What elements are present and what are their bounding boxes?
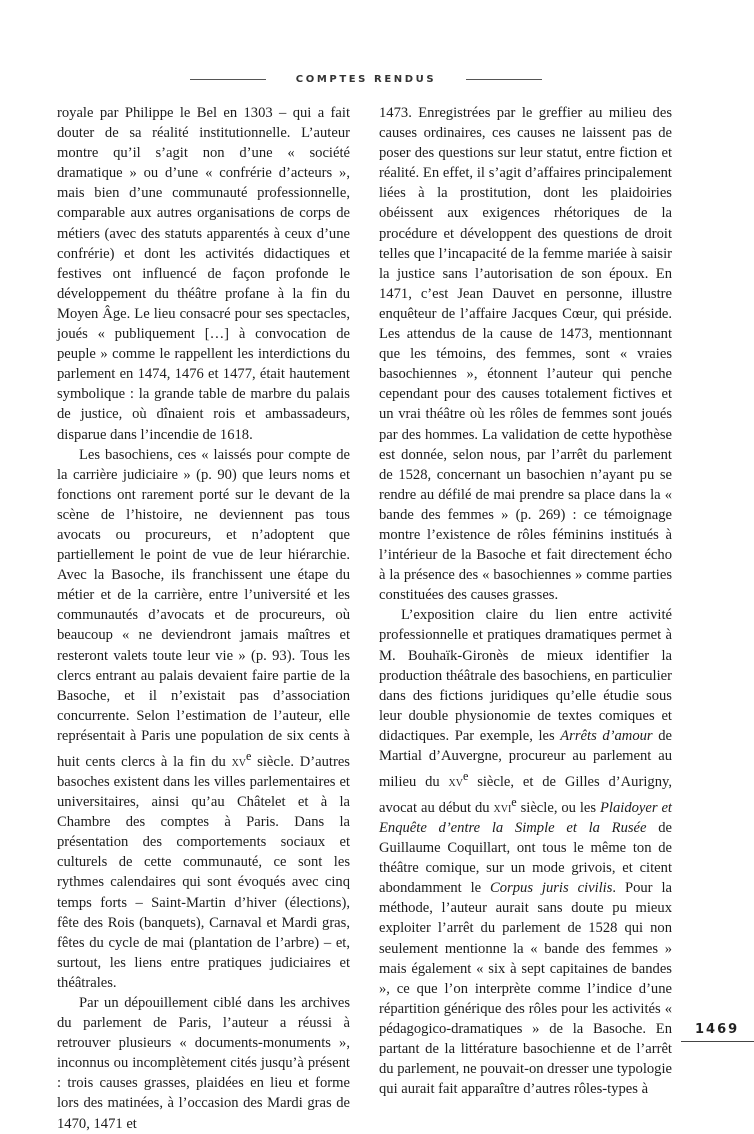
italic-title: Corpus juris civilis [490, 880, 613, 897]
italic-title: Plaidoyer et Enquête d’entre la Simple et la Rusée [379, 799, 672, 836]
superscript: e [462, 769, 469, 784]
header-title: COMPTES RENDUS [295, 74, 437, 85]
text-run: de Guillaume Coquillart, ont tous le même ton de théâtre comique, sur un mode grivois, et citent abondamment le [379, 820, 672, 897]
text-run: siècle. D’autres basoches existent dans les villes parlementaires et universitaires, ainsi qu’au Châtelet et à la Chambre des comptes à Paris. Dans la présentation des comportements sociaux et culturels de cette communauté, ce sont les rythmes calendaires qui sont évoqués avec cinq temps forts – Saint-Martin d’hiver (élections), fête des Rois (banquets), Carnaval et Mardi gras, fêtes du cycle de mai (plantation de l’arbre) – et, surtout, les liens entre pratiques judiciaires et théâtrales. [57, 753, 350, 991]
text-run: siècle, ou les [516, 799, 600, 816]
page-number-rule [681, 1041, 754, 1042]
italic-title: Arrêts d’amour [560, 727, 653, 744]
text-run: L’exposition claire du lien entre activité professionnelle et pratiques dramatiques permet à M. Bouhaïk-Gironès de mieux identifier la production théâtrale des basochiens, en particulier dans des fictions juridiques qu’elle étudie sous leur double physionomie de textes comiques et didactiques. Par exemple, les [379, 607, 672, 744]
text-run: siècle, et de Gilles d’Aurigny, avocat au début du [379, 773, 672, 816]
left-column [57, 103, 350, 1134]
superscript: e [511, 795, 517, 810]
left-paragraph-2 [57, 445, 350, 993]
century-numeral: xv [231, 753, 247, 770]
header-rule-right [466, 79, 542, 80]
left-paragraph-3: Par un dépouillement ciblé dans les archives du parlement de Paris, l’auteur a réussi à retrouver plusieurs « documents-monuments », inconnus ou incomplètement cités jusqu’à présent : trois causes grasses, plaidées en lieu et forme lors des matinées, à l’occasion des Mardi gras de 1470, 1471 et [57, 994, 350, 1132]
text-run: . Pour la méthode, l’auteur aurait sans doute pu mieux exploiter l’arrêt du parlement de 1528 qui non seulement mentionne la « bande des femmes » mais également « six à sept capitaines de bandes », ce que l’on interprète comme l’indice d’une répartition générique des rôles pour les activités « pédagogico-dramatiques » de la Basoche. En partant de la littérature basochienne et de l’arrêt du parlement, ne pouvait-on dresser une typologie qui aurait fait apparaître d’autres rôles-types à [379, 880, 673, 1098]
text-run: de Martial d’Auvergne, procureur au parlement au milieu du [379, 727, 672, 790]
left-paragraph-1: royale par Philippe le Bel en 1303 – qui a fait douter de sa réalité institutionnelle. L’auteur montre qu’il s’agit non d’une « société dramatique » ou d’une « confrérie d’acteurs », mais bien d’une communauté professionnelle, comparable aux autres organisations de corps de métiers (avec des statuts apparentés à ceux d’une confrérie) et dont les activités didactiques et festives ont influencé de façon profonde le développement du théâtre profane à la fin du Moyen Âge. Le lieu consacré pour ses spectacles, joués « publiquement […] à convocation de peuple » comme le rappellent les interdictions du parlement en 1474, 1476 et 1477, était hautement symbolique : la grande table de marbre du palais de justice, où dînaient rois et ambassadeurs, disparue dans l’incendie de 1618. [57, 105, 350, 443]
century-numeral: xvi [493, 799, 512, 816]
right-paragraph-2 [379, 605, 672, 1099]
century-numeral: xv [448, 773, 463, 790]
page-number: 1469 [695, 1022, 740, 1037]
right-paragraph-1: 1473. Enregistrées par le greffier au milieu des causes ordinaires, ces causes ne laissent pas de poser des questions sur leur statut, entre fiction et réalité. En effet, il s’agit d’affaires principalement liées à la prostitution, dont les plaidoiries obéissent aux exigences rhétoriques de la procédure et développent des questions de droit telles que l’incapacité de la femme mariée à saisir la justice sans l’autorisation de son époux. En 1471, c’est Jean Dauvet en personne, illustre enquêteur de l’affaire Jacques Cœur, qui préside. Les attendus de la cause de 1473, mentionnant que les témoins, des femmes, sont « vraies basochiennes », étonnent l’auteur qui penche cependant pour des causes totalement fictives et un vrai théâtre où les rôles de femmes sont joués par des hommes. La validation de cette hypothèse est donnée, selon nous, par l’arrêt du parlement de 1528, concernant un basochien n’ayant pu se rendre au défilé de mai prendre sa place dans la « bande des femmes » (p. 269) : ce témoignage montre l’existence de rôles féminins institués à l’intérieur de la Basoche et fait directement écho à la présence des « basochiennes » comme parties constituées des causes grasses. [379, 105, 672, 604]
superscript: e [246, 749, 252, 763]
text-run: Les basochiens, ces « laissés pour compte de la carrière judiciaire » (p. 90) que leurs noms et fonctions ont rarement porté sur le devant de la scène de l’histoire, ne deviennent pas tous avocats ou procureurs, et n’adoptent que partiellement le point de vue de leur hiérarchie. Avec la Basoche, ils franchissent une étape du métier et de la carrière, entre l’université et les communautés d’avocats et de procureurs, où beaucoup « ne deviendront jamais maîtres et resteront valets toute leur vie » (p. 93). Tous les clercs entrant au palais devaient faire partie de la Basoche, et il n’existait pas d’association concurrente. Selon l’estimation de l’auteur, elle représentait à Paris une population de six cents à huit cents clercs à la fin du [57, 446, 350, 770]
right-column [379, 103, 672, 1099]
running-header [190, 70, 542, 90]
